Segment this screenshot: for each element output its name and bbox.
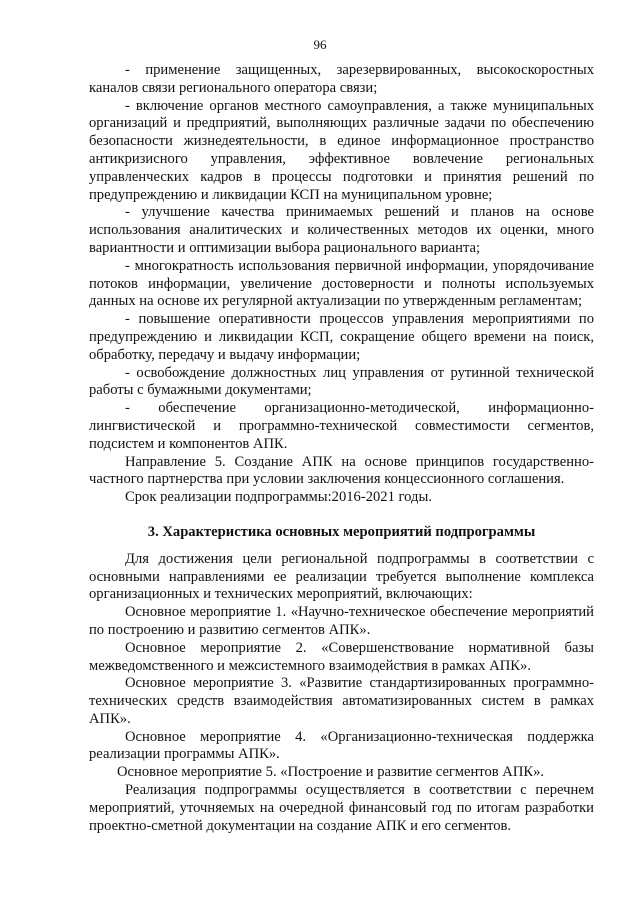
- paragraph: - освобождение должностных лиц управления от рутинной технической работы с бумажными документами;: [89, 364, 594, 399]
- page-body: [89, 62, 594, 835]
- paragraph: - применение защищенных, зарезервированных, высокоскоростных каналов связи регионального оператора связи;: [89, 62, 594, 96]
- paragraph: Для достижения цели региональной подпрограммы в соответствии с основными направлениями ее реализации требуется выполнение комплекса организационных и технических мероприятий, включающих:: [89, 550, 594, 603]
- paragraph: - включение органов местного самоуправления, а также муниципальных организаций и предприятий, выполняющих различные задачи по обеспечению безопасности жизнедеятельности, в единое информационное пространство антикризисного управления, эффективное вовлечение региональных управленческих кадров в процессы подготовки и принятия решений по предупреждению и ликвидации КСП на муниципальном уровне;: [89, 97, 594, 203]
- paragraph: - повышение оперативности процессов управления мероприятиями по предупреждению и ликвидации КСП, сокращение общего времени на поиск, обработку, передачу и выдачу информации;: [89, 311, 594, 363]
- section-heading: 3. Характеристика основных мероприятий подпрограммы: [147, 523, 536, 540]
- paragraph: Основное мероприятие 4. «Организационно-техническая поддержка реализации программы АПК».: [89, 728, 594, 763]
- paragraph: - многократность использования первичной информации, упорядочивание потоков информации, увеличение достоверности и полноты используемых данных на основе их регулярной актуализации по утвержденным регламентам;: [89, 257, 594, 310]
- paragraph: Основное мероприятие 3. «Развитие стандартизированных программно-технических средств взаимодействия автоматизированных систем в рамках АПК».: [89, 675, 594, 727]
- paragraph: Срок реализации подпрограммы:2016-2021 годы.: [125, 489, 432, 506]
- paragraph: Реализация подпрограммы осуществляется в соответствии с перечнем мероприятий, уточняемых на очередной финансовый год по итогам разработки проектно-сметной документации на создание АПК и его сегментов.: [89, 782, 594, 834]
- paragraph: Основное мероприятие 5. «Построение и развитие сегментов АПК».: [117, 764, 545, 781]
- paragraph: - улучшение качества принимаемых решений и планов на основе использования аналитических и количественных методов их оценки, много вариантности и оптимизации выбора рационального варианта;: [89, 204, 594, 256]
- page-number: 96: [313, 37, 327, 52]
- paragraph: - обеспечение организационно-методической, информационно-лингвистической и программно-технической совместимости сегментов, подсистем и компонентов АПК.: [89, 400, 594, 452]
- paragraph: Основное мероприятие 2. «Совершенствование нормативной базы межведомственного и межсистемного взаимодействия в рамках АПК».: [89, 639, 594, 674]
- paragraph: Основное мероприятие 1. «Научно-техническое обеспечение мероприятий по построению и развитию сегментов АПК».: [89, 604, 594, 638]
- paragraph: Направление 5. Создание АПК на основе принципов государственно-частного партнерства при условии заключения концессионного соглашения.: [89, 453, 594, 488]
